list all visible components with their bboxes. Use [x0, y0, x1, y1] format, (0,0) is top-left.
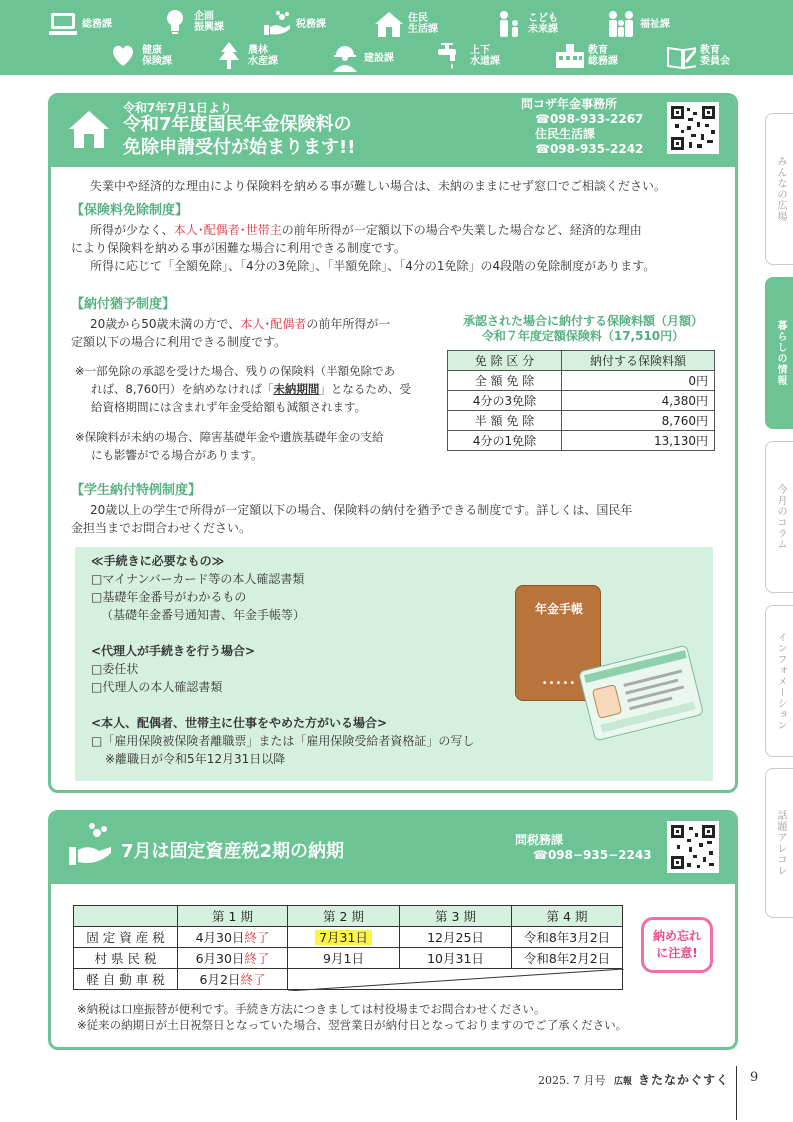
contact-dept: 住民生活課: [535, 127, 596, 141]
dept-label: 健康 保険課: [142, 45, 172, 67]
worker-icon: [330, 44, 360, 72]
tax-schedule-table: [73, 905, 623, 990]
exemption-highlight: 本人･配偶者･世帯主: [173, 223, 282, 237]
proxy-title: <代理人が手続きを行う場合>: [91, 644, 256, 658]
dept-zeimu[interactable]: [262, 10, 326, 38]
deferral-text: 20歳から50歳未満の方で、本人･配偶者の前年所得が一 定額以下の場合に利用できる制度です。: [71, 317, 391, 349]
hand-coins-icon: [262, 10, 292, 38]
dept-kodomo[interactable]: [494, 10, 558, 38]
col-period-1: 第 1 期: [178, 906, 288, 927]
list-item: □代理人の本人確認書類: [91, 680, 223, 694]
exemption-title: 【保険料免除制度】: [71, 203, 189, 218]
brand-small: 広報: [614, 1077, 633, 1087]
dept-label: 農林 水産課: [248, 45, 278, 67]
contact-dept-tel[interactable]: ☎098-935-2242: [535, 142, 644, 156]
table-row: 固 定 資 産 税 4月30日終了 7月31日 12月25日 令和8年3月2日: [74, 927, 623, 948]
computer-icon: [48, 10, 78, 38]
unpaid-period: 未納期間: [273, 382, 320, 396]
qr-code[interactable]: [667, 821, 719, 873]
table-row: 4分の3免除 4,380円: [448, 391, 715, 411]
tab-wadai-arekore[interactable]: 話題アレコレ: [765, 768, 793, 918]
list-item: □委任状: [91, 662, 139, 676]
list-item: □基礎年金番号がわかるもの: [91, 590, 247, 604]
dept-label: 企画 振興課: [194, 11, 224, 33]
dept-jumin[interactable]: [374, 10, 438, 38]
needs-title: ≪手続きに必要なもの≫: [91, 554, 225, 568]
col-period-2: 第 2 期: [288, 906, 400, 927]
issue-date: 2025. 7 月号: [538, 1074, 606, 1087]
tax-header: [51, 813, 735, 884]
tab-minna-no-hiroba[interactable]: みんなの広場: [765, 113, 793, 265]
tax-card: [48, 810, 738, 1050]
faucet-icon: [436, 42, 466, 70]
tree-icon: [214, 42, 244, 70]
hand-coins-icon: [67, 821, 115, 872]
contact-office: 問コザ年金事務所: [521, 97, 618, 111]
list-item: □マイナンバーカード等の本人確認書類: [91, 572, 305, 586]
student-text: 20歳以上の学生で所得が一定額以下の場合、保険料の納付を猶予できる制度です。詳しくは、国民年 金担当までお問合わせください。: [71, 503, 633, 535]
dept-label: 上下 水道課: [470, 45, 500, 67]
tax-contact: [515, 833, 652, 863]
current-due-date: 7月31日: [315, 930, 372, 945]
list-item: （基礎年金番号通知書、年金手帳等）: [101, 608, 306, 622]
pension-header: [51, 96, 735, 167]
table-row: 村 県 民 税 6月30日終了 9月1日 10月31日 令和8年2月2日: [74, 948, 623, 969]
footer-divider: [736, 1066, 737, 1120]
dept-soumu[interactable]: [48, 10, 112, 38]
required-items-box: [75, 547, 713, 781]
dept-norin[interactable]: [214, 42, 278, 70]
col-period-3: 第 3 期: [400, 906, 512, 927]
pension-title-1: 令和7年度国民年金保険料の: [123, 114, 352, 135]
contact-tel[interactable]: ☎098−935−2243: [533, 848, 652, 862]
qr-code[interactable]: [667, 102, 719, 154]
exemption-text: 所得が少なく、本人･配偶者･世帯主の前年所得が一定額以下の場合や失業した場合など、経済的な理由 により保険料を納める事が困難な場合に利用できる制度です。 所得に応じて「全額免除」、「4分の3免除」、「半額免除」、「4分の1免除」の4段階の免除制度があります。: [71, 223, 656, 273]
dept-kenko[interactable]: [108, 42, 172, 70]
table-row: 軽 自 動 車 税 6月2日終了: [74, 969, 623, 990]
family-icon: [606, 10, 636, 38]
book-icon: [666, 42, 696, 70]
dept-label: 総務課: [82, 18, 112, 30]
student-title: 【学生納付特例制度】: [71, 483, 202, 498]
table-row: 半 額 免 除 8,760円: [448, 411, 715, 431]
quit-title: <本人、配偶者、世帯主に仕事をやめた方がいる場合>: [91, 716, 388, 730]
department-header: [0, 0, 793, 75]
deferral-title: 【納付猶予制度】: [71, 297, 176, 312]
note-unpaid: ※保険料が未納の場合、障害基礎年金や遺族基礎年金の支給 にも影響がでる場合があります。: [75, 430, 384, 462]
dept-label: 税務課: [296, 18, 326, 30]
page-number: 9: [750, 1070, 759, 1085]
heart-hands-icon: [108, 42, 138, 70]
brand-name: きたなかぐすく: [638, 1073, 730, 1087]
dept-label: 福祉課: [640, 18, 670, 30]
dept-josuido[interactable]: [436, 42, 500, 70]
table-row: 4分の1免除 13,130円: [448, 431, 715, 451]
tab-kurashi-no-joho[interactable]: 暮らしの情報: [765, 277, 793, 429]
lightbulb-icon: [160, 8, 190, 36]
contact-office-tel[interactable]: ☎098-933-2267: [535, 112, 644, 126]
dept-fukushi[interactable]: [606, 10, 670, 38]
parent-child-icon: [494, 10, 524, 38]
pension-intro: 失業中や経済的な理由により保険料を納める事が難しい場合は、未納のままにせず窓口でご相談ください。: [90, 179, 667, 193]
dept-kikaku[interactable]: [160, 8, 224, 36]
dept-label: 建設課: [364, 52, 394, 64]
pension-book-dots: •••••: [541, 678, 577, 689]
fee-header-category: 免 除 区 分: [448, 351, 562, 371]
side-tabs: [765, 0, 793, 1122]
dept-label: 住民 生活課: [408, 13, 438, 35]
pension-contact: [521, 97, 643, 157]
list-item: □「雇用保険被保険者離職票」または「雇用保険受給者資格証」の写し: [91, 734, 475, 748]
pension-title-2: 免除申請受付が始まります!!: [123, 137, 356, 158]
fee-caption: 承認された場合に納付する保険料額（月額） 令和７年度定額保険料（17,510円）: [462, 314, 703, 343]
tax-note-1: ※納税は口座振替が便利です。手続き方法につきましては村役場までお問合わせください。: [77, 1002, 546, 1016]
dept-label: こども 未来課: [528, 13, 558, 35]
pension-book-label: 年金手帳: [534, 602, 583, 616]
reminder-badge: 納め忘れ に注意!: [641, 917, 713, 973]
tab-information[interactable]: インフォメーション: [765, 605, 793, 757]
tax-title: 7月は固定資産税2期の納期: [121, 841, 345, 862]
table-row: 全 額 免 除 0円: [448, 371, 715, 391]
list-item: ※離職日が令和5年12月31日以降: [105, 752, 286, 766]
contact-dept: 問税務課: [515, 833, 564, 847]
house-icon: [374, 10, 404, 38]
house-icon: [67, 108, 111, 153]
tab-kongetsu-no-column[interactable]: 今月のコラム: [765, 441, 793, 593]
fee-table: [447, 350, 715, 451]
tax-note-2: ※従来の納期日が土日祝祭日となっていた場合、翌営業日が納付日となっておりますのでご了承ください。: [77, 1018, 628, 1032]
fee-header-amount: 納付する保険料額: [562, 351, 715, 371]
deferral-highlight: 本人･配偶者: [240, 317, 307, 331]
note-partial-exemption: ※一部免除の承認を受けた場合、残りの保険料（半額免除であ れば、8,760円）を納めなければ「未納期間」となるため、受 給資格期間には含まれず年金受給額も減額されます。: [75, 364, 411, 414]
col-period-4: 第 4 期: [512, 906, 623, 927]
dept-kyoiku-somu[interactable]: [554, 42, 618, 70]
dept-kyoiku-iinkai[interactable]: [666, 42, 730, 70]
pension-date: 令和7年7月1日より: [123, 101, 233, 115]
school-icon: [554, 42, 584, 70]
pension-card: [48, 93, 738, 793]
dept-label: 教育 総務課: [588, 45, 618, 67]
dept-label: 教育 委員会: [700, 45, 730, 67]
card-photo: [592, 684, 623, 719]
dept-kensetsu[interactable]: [330, 44, 394, 72]
